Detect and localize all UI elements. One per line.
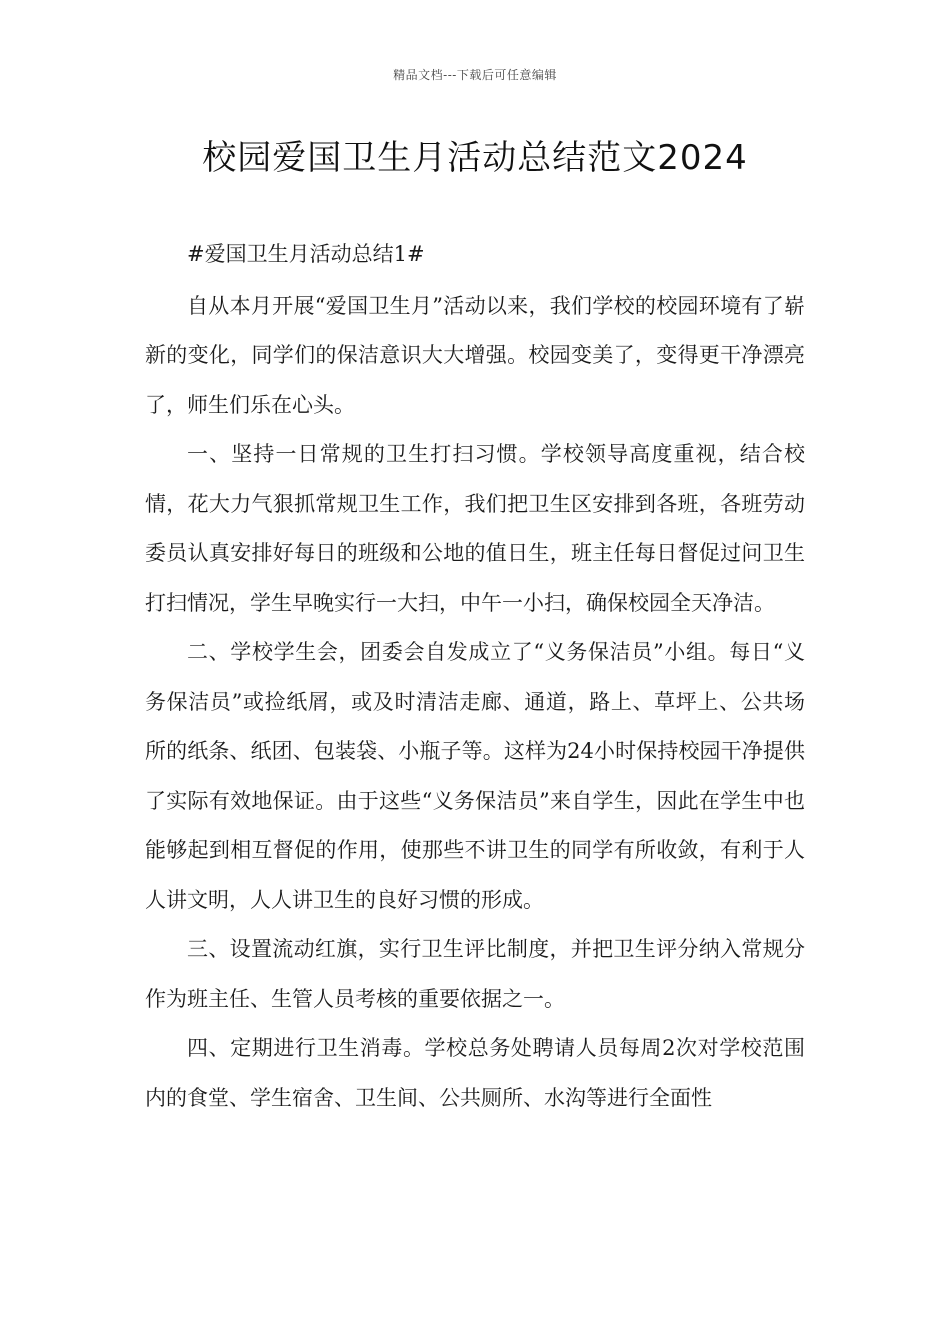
document-body (145, 230, 805, 1123)
paragraph-intro: 自从本月开展“爱国卫生月”活动以来，我们学校的校园环境有了崭新的变化，同学们的保洁意识大大增强。校园变美了，变得更干净漂亮了，师生们乐在心头。 (145, 293, 805, 417)
paragraph-item-4: 四、定期进行卫生消毒。学校总务处聘请人员每周2次对学校范围内的食堂、学生宿舍、卫生间、公共厕所、水沟等进行全面性 (145, 1036, 805, 1110)
section-subheading: #爱国卫生月活动总结1# (187, 242, 425, 266)
document-title: 校园爱国卫生月活动总结范文2024 (202, 138, 748, 178)
paragraph-item-1: 一、坚持一日常规的卫生打扫习惯。学校领导高度重视，结合校情，花大力气狠抓常规卫生工作，我们把卫生区安排到各班，各班劳动委员认真安排好每日的班级和公地的值日生，班主任每日督促过问卫生打扫情况，学生早晚实行一大扫，中午一小扫，确保校园全天净洁。 (145, 442, 805, 615)
paragraph-item-3: 三、设置流动红旗，实行卫生评比制度，并把卫生评分纳入常规分作为班主任、生管人员考核的重要依据之一。 (145, 937, 805, 1011)
page-header: 精品文档---下载后可任意编辑 (393, 68, 557, 82)
paragraph-item-2: 二、学校学生会，团委会自发成立了“义务保洁员”小组。每日“义务保洁员”或捡纸屑，或及时清洁走廊、通道，路上、草坪上、公共场所的纸条、纸团、包装袋、小瓶子等。这样为24小时保持校园干净提供了实际有效地保证。由于这些“义务保洁员”来自学生，因此在学生中也能够起到相互督促的作用，使那些不讲卫生的同学有所收敛，有利于人人讲文明，人人讲卫生的良好习惯的形成。 (145, 640, 805, 912)
